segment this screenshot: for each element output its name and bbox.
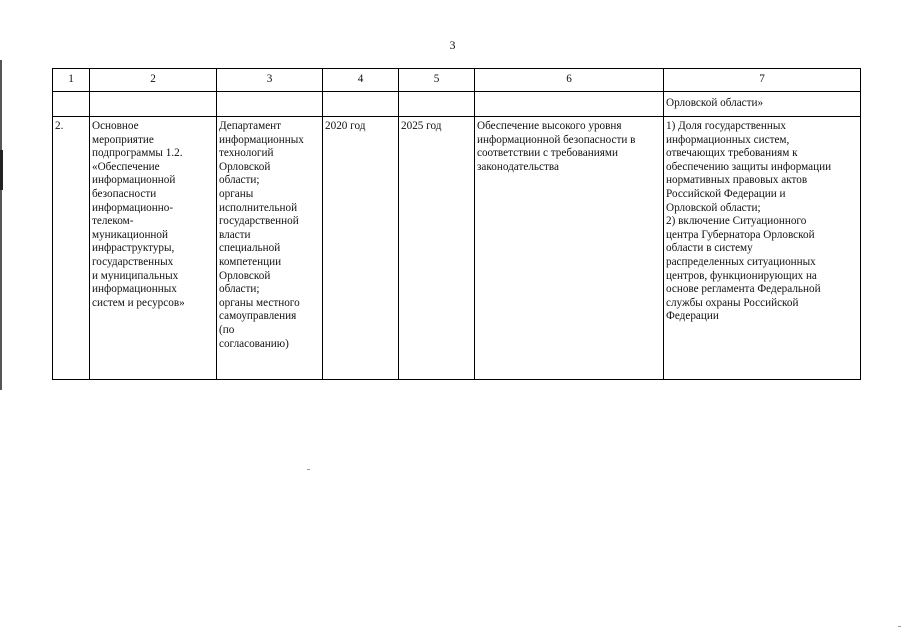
text-line: технологий: [219, 147, 274, 160]
column-header: 1: [53, 69, 90, 92]
end-year-cell: 2025 год: [399, 117, 475, 380]
text-line: 2) включение Ситуационного: [666, 215, 807, 228]
table-cell: [217, 92, 323, 117]
text-line: (по: [219, 323, 235, 336]
text-line: телеком-: [92, 215, 134, 228]
column-header: 2: [90, 69, 217, 92]
text-line: области в систему: [666, 242, 753, 255]
text-line: нормативных правовых актов: [666, 174, 808, 187]
row-number: 2.: [53, 117, 90, 380]
start-year-cell: 2020 год: [323, 117, 399, 380]
text-line: информационной: [92, 174, 176, 187]
text-line: Обеспечение высокого уровня: [477, 120, 622, 132]
measure-cell: [90, 117, 217, 380]
text-line: согласованию): [219, 337, 289, 350]
column-header: 7: [664, 69, 861, 92]
text-line: распределенных ситуационных: [666, 255, 816, 268]
table-cell: [399, 92, 475, 117]
text-line: исполнительной: [219, 201, 298, 214]
text-line: безопасности: [92, 187, 157, 200]
text-line: Орловской: [219, 269, 271, 282]
text-line: соответствии с требованиями: [477, 147, 618, 160]
scan-margin-mark: [0, 60, 2, 390]
text-line: органы: [219, 187, 254, 200]
text-line: информационных: [219, 133, 304, 146]
text-line: компетенции: [219, 255, 282, 268]
program-table: [52, 68, 861, 380]
text-line: центров, функционирующих на: [666, 269, 817, 282]
indicators-cell: [664, 117, 861, 380]
text-line: информационной безопасности в: [477, 133, 636, 146]
text-line: Российской Федерации и: [666, 187, 786, 200]
text-line: законодательства: [477, 160, 559, 173]
text-line: инфраструктуры,: [92, 242, 175, 255]
text-line: и муниципальных: [92, 269, 179, 282]
text-line: Орловской области;: [666, 201, 761, 214]
page-number: 3: [449, 38, 456, 52]
expected-result-cell: [475, 117, 664, 380]
text-line: систем и ресурсов»: [92, 296, 185, 309]
text-line: органы местного: [219, 296, 300, 309]
text-line: специальной: [219, 242, 281, 255]
text-line: самоуправления: [219, 310, 297, 323]
column-header: 6: [475, 69, 664, 92]
text-line: муникационной: [92, 228, 169, 241]
text-line: информационных: [92, 283, 177, 296]
text-line: государственной: [219, 215, 299, 228]
scan-speck: [307, 469, 310, 470]
text-line: центра Губернатора Орловской: [666, 228, 815, 241]
text-line: «Обеспечение: [92, 160, 160, 173]
table-row: [53, 117, 861, 380]
scan-speck: [898, 626, 901, 627]
column-header: 3: [217, 69, 323, 92]
executor-cell: [217, 117, 323, 380]
text-line: обеспечению защиты информации: [666, 160, 832, 173]
text-line: подпрограммы 1.2.: [92, 147, 183, 160]
column-header: 4: [323, 69, 399, 92]
text-line: информационных систем,: [666, 133, 790, 146]
text-line: области;: [219, 283, 260, 296]
text-line: отвечающих требованиям к: [666, 147, 798, 160]
text-line: службы охраны Российской: [666, 296, 799, 309]
text-line: государственных: [92, 255, 174, 268]
text-line: мероприятие: [92, 133, 154, 146]
table-header-row: [53, 69, 861, 92]
text-line: Орловской: [219, 160, 271, 173]
table-cell: Орловской области»: [664, 92, 861, 117]
text-line: информационно-: [92, 201, 174, 214]
continuation-row: [53, 92, 861, 117]
text-line: области;: [219, 174, 260, 187]
table-cell: [475, 92, 664, 117]
text-line: Федерации: [666, 310, 719, 323]
table-cell: [323, 92, 399, 117]
table-cell: [53, 92, 90, 117]
text-line: Департамент: [219, 120, 282, 132]
text-line: Основное: [92, 120, 139, 132]
text-line: власти: [219, 228, 251, 241]
scan-margin-mark: [0, 150, 3, 190]
column-header: 5: [399, 69, 475, 92]
text-line: 1) Доля государственных: [666, 120, 786, 132]
text-line: основе регламента Федеральной: [666, 283, 821, 296]
table-cell: [90, 92, 217, 117]
